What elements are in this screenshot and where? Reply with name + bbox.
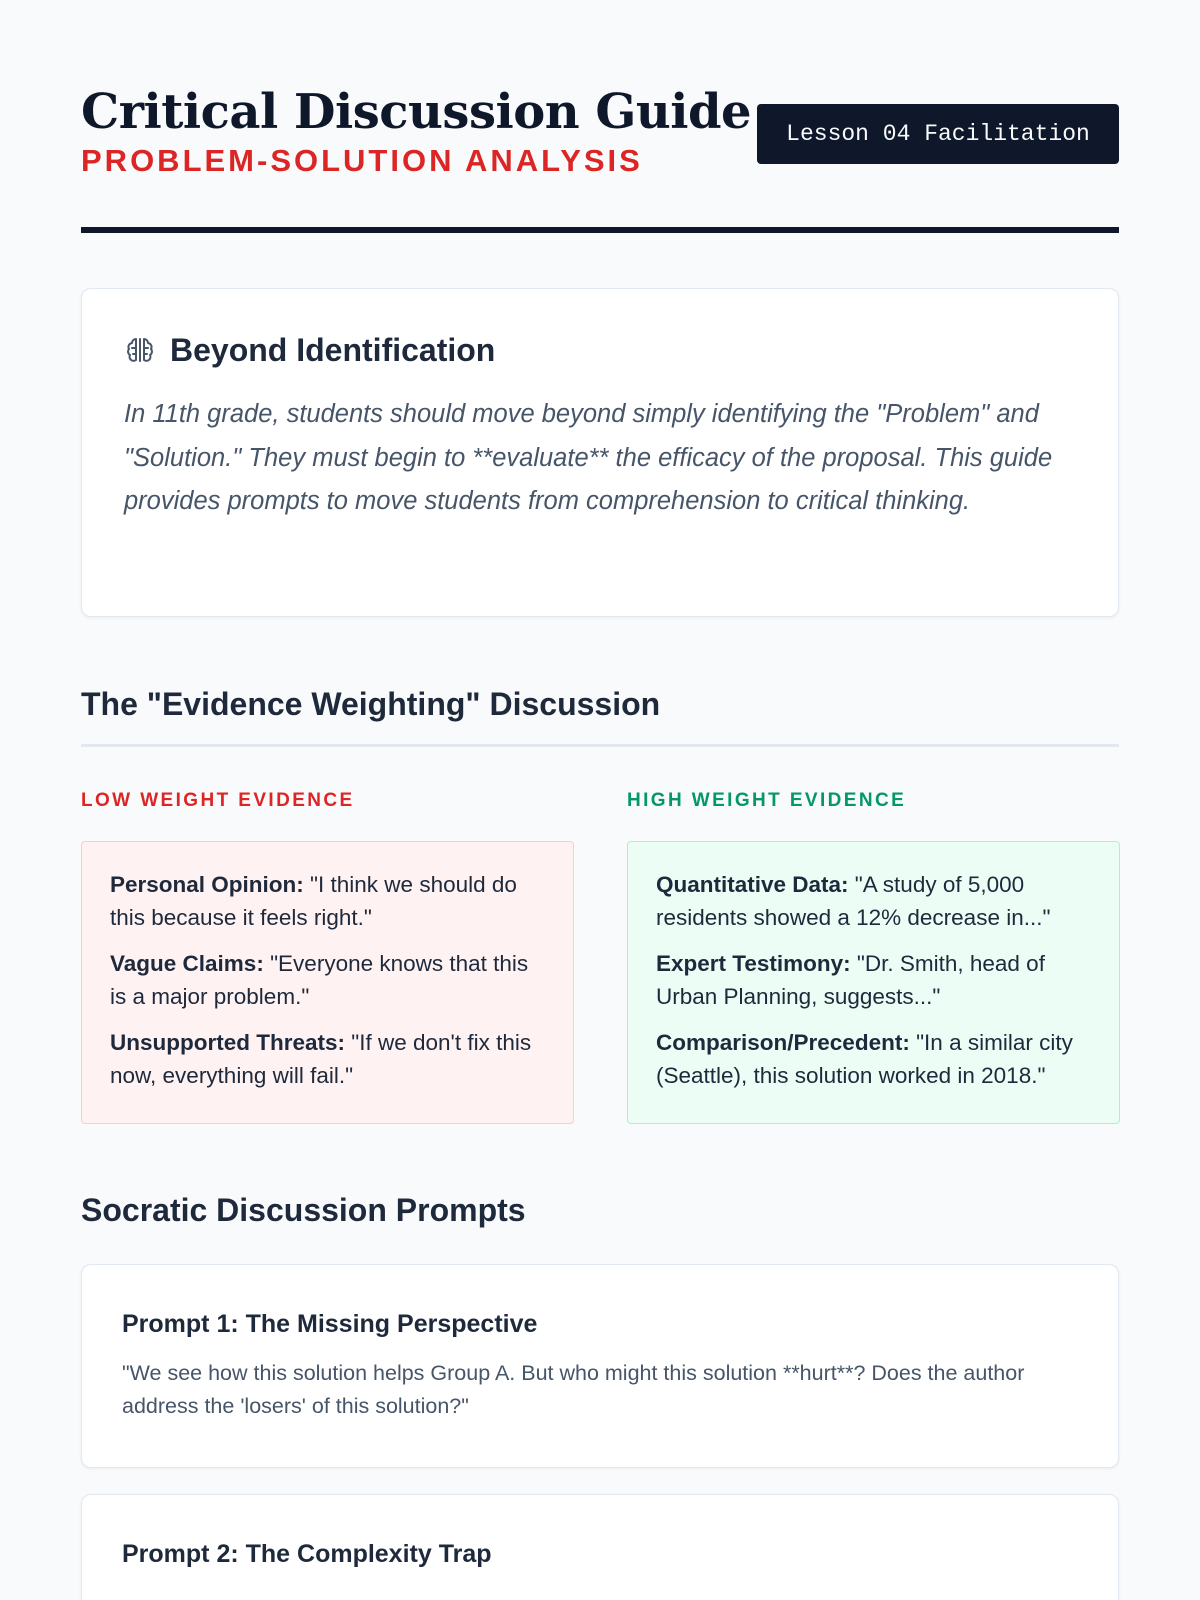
high-weight-label: HIGH WEIGHT EVIDENCE [627, 790, 907, 811]
evidence-quote: "Dr. Smith, head of Urban Planning, suggests..." [656, 951, 1045, 1009]
evidence-divider [81, 744, 1119, 747]
intro-text: In 11th grade, students should move beyond simply identifying the "Problem" and "Solution." They must begin to **evaluate** the efficacy of the proposal. This guide provides prompts to move students from comprehension to critical thinking. [124, 400, 1053, 515]
evidence-item [656, 1026, 1091, 1092]
prompt-text: "We see how this solution helps Group A. But who might this solution **hurt**? Does the author address the 'losers' of this solution?" [122, 1361, 1025, 1418]
evidence-quote: "In a similar city (Seattle), this solution worked in 2018." [656, 1030, 1073, 1088]
evidence-item [656, 947, 1091, 1013]
evidence-item [656, 868, 1091, 934]
evidence-term: Quantitative Data: [656, 872, 849, 897]
prompts-section-title: Socratic Discussion Prompts [81, 1192, 526, 1228]
header-divider [81, 227, 1119, 233]
evidence-item [110, 1026, 545, 1092]
intro-title: Beyond Identification [170, 331, 496, 368]
evidence-item [110, 947, 545, 1013]
intro-card [81, 288, 1119, 617]
brain-icon [124, 334, 156, 366]
low-weight-box [81, 841, 574, 1124]
evidence-term: Comparison/Precedent: [656, 1030, 910, 1055]
intro-heading [124, 329, 1076, 371]
header [81, 82, 1119, 234]
high-weight-box [627, 841, 1120, 1124]
evidence-quote: "I think we should do this because it feels right." [110, 872, 517, 930]
evidence-quote: "A study of 5,000 residents showed a 12% decrease in..." [656, 872, 1051, 930]
low-weight-label: LOW WEIGHT EVIDENCE [81, 790, 355, 811]
prompt-card [81, 1264, 1119, 1468]
evidence-item [110, 868, 545, 934]
evidence-term: Expert Testimony: [656, 951, 851, 976]
prompt-title: Prompt 2: The Complexity Trap [122, 1540, 492, 1568]
evidence-section-title: The "Evidence Weighting" Discussion [81, 686, 661, 722]
evidence-quote: "Everyone knows that this is a major problem." [110, 951, 529, 1009]
evidence-quote: "If we don't fix this now, everything will fail." [110, 1030, 532, 1088]
prompt-title: Prompt 1: The Missing Perspective [122, 1310, 538, 1338]
lesson-badge: Lesson 04 Facilitation [757, 104, 1119, 164]
evidence-term: Vague Claims: [110, 951, 264, 976]
evidence-term: Personal Opinion: [110, 872, 304, 897]
page-subtitle: PROBLEM-SOLUTION ANALYSIS [81, 143, 643, 178]
evidence-term: Unsupported Threats: [110, 1030, 346, 1055]
page-title: Critical Discussion Guide [81, 84, 752, 140]
prompt-card [81, 1494, 1119, 1600]
